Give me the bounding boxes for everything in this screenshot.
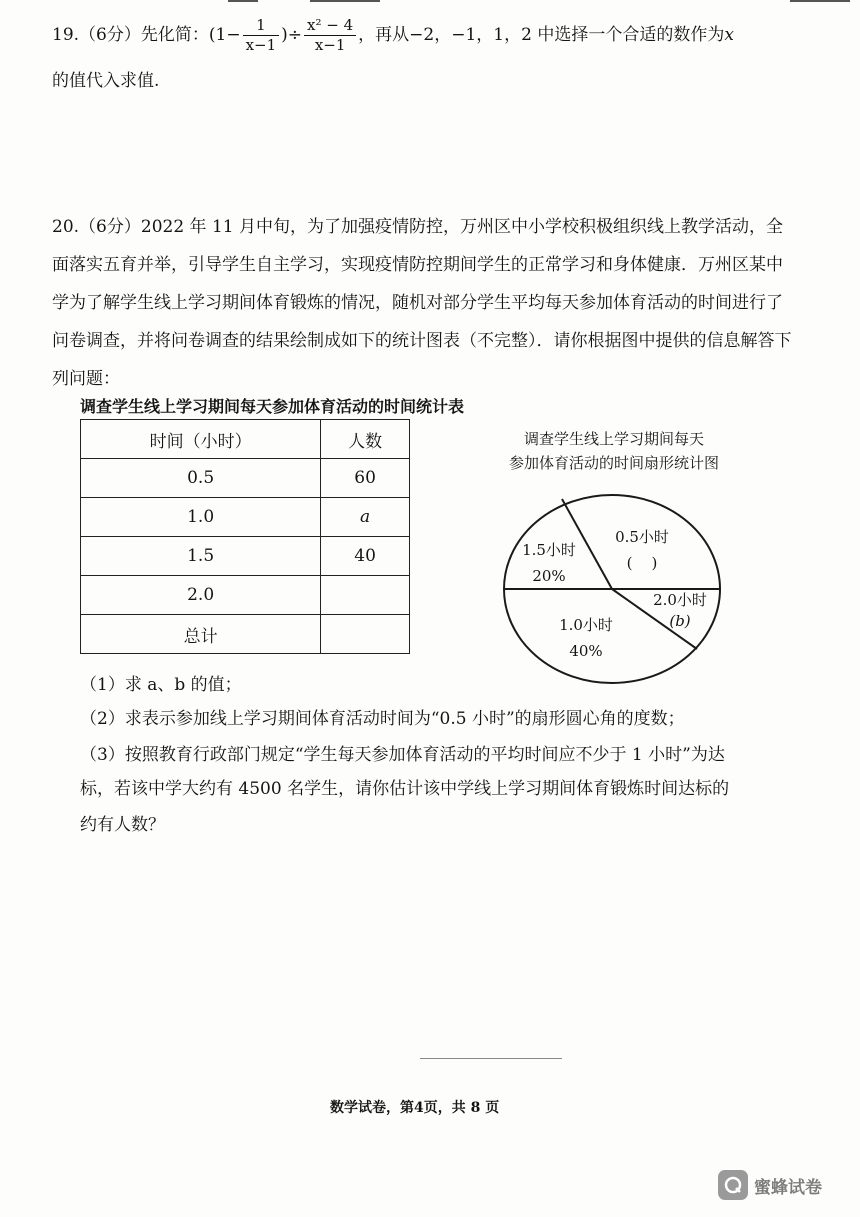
pie-label-0-5h-name: 0.5小时 [615, 528, 669, 546]
table-cell-count: a [321, 498, 410, 537]
q19-number: 19. [52, 25, 80, 45]
question-19 [52, 16, 734, 55]
table-row [81, 459, 410, 498]
watermark [718, 1170, 822, 1200]
question-20-intro [52, 208, 792, 398]
sub-question-3-line-1: （3）按照教育行政部门规定“学生每天参加体育活动的平均时间应不少于 1 小时”为达 [80, 745, 725, 765]
page-footer: 数学试卷，第4页，共 8 页 [330, 1100, 500, 1116]
q19-fraction-1 [243, 16, 280, 55]
table-title: 调查学生线上学习期间每天参加体育活动的时间统计表 [80, 397, 465, 416]
q19-score: （6分） [79, 25, 141, 45]
top-crop-mark-right [790, 0, 850, 8]
sub-question-3-line-3: 约有人数？ [80, 815, 165, 835]
watermark-logo-icon [718, 1170, 748, 1200]
pie-label-1-5h-name: 1.5小时 [522, 541, 576, 559]
table-cell-time: 1.5 [81, 537, 321, 576]
q19-expr-close: )÷ [281, 25, 303, 45]
sub-question-3-line-2: 标，若该中学大约有 4500 名学生，请你估计该中学线上学习期间体育锻炼时间达标的 [80, 779, 730, 799]
survey-table [80, 419, 410, 654]
q19-fraction-1-denominator: x−1 [245, 36, 277, 54]
q19-fraction-1-numerator: 1 [243, 16, 280, 36]
q20-number: 20. [52, 217, 80, 237]
table-cell-time: 2.0 [81, 576, 321, 615]
table-row [81, 576, 410, 615]
q19-fraction-2 [304, 16, 356, 55]
pie-label-1-0h-name: 1.0小时 [559, 616, 613, 634]
table-row [81, 615, 410, 654]
table-cell-time: 1.0 [81, 498, 321, 537]
pie-title-line-1: 调查学生线上学习期间每天 [523, 430, 704, 448]
footer-rule [420, 1058, 562, 1059]
pie-label-1-5h [514, 537, 584, 589]
table-cell-time: 总计 [81, 615, 321, 654]
table-header-time: 时间（小时） [81, 420, 321, 459]
table-header-row [81, 420, 410, 459]
sub-question-1: （1）求 a、b 的值； [80, 675, 242, 695]
pie-label-2-0h [642, 590, 718, 632]
watermark-text: 蜜蜂试卷 [754, 1177, 822, 1198]
pie-chart-title [484, 427, 744, 475]
pie-label-2-0h-name: 2.0小时 [653, 591, 707, 609]
top-crop-mark-left [228, 0, 258, 8]
pie-label-1-0h [546, 612, 626, 664]
q19-after-expression: ，再从−2，−1，1，2 中选择一个合适的数作为 [358, 25, 725, 45]
pie-title-line-2: 参加体育活动的时间扇形统计图 [508, 454, 719, 472]
table-cell-count [321, 576, 410, 615]
q19-lead: 先化简： [140, 25, 209, 45]
table-cell-count [321, 615, 410, 654]
q20-intro-text: 2022 年 11 月中旬，为了加强疫情防控，万州区中小学校积极组织线上教学活动，全面落实五育并举，引导学生自主学习，实现疫情防控期间学生的正常学习和身体健康．万州区某中学为了解学生线上学习期间体育锻炼的情况，随机对部分学生平均每天参加体育活动的时间进行了问卷调查，并将问卷调查的结果绘制成如下的统计图表（不完整）．请你根据图中提供的信息解答下列问题： [52, 217, 792, 389]
q19-expr-open: (1− [208, 25, 241, 45]
table-header-count: 人数 [321, 420, 410, 459]
pie-label-2-0h-percent: (b) [669, 612, 691, 630]
pie-label-0-5h-percent: ( ) [626, 554, 658, 572]
q19-line-2: 的值代入求值. [52, 71, 160, 91]
sub-question-2: （2）求表示参加线上学习期间体育活动时间为“0.5 小时”的扇形圆心角的度数； [80, 709, 685, 729]
table-cell-count: 40 [321, 537, 410, 576]
table-row [81, 537, 410, 576]
q19-fraction-2-numerator: x² − 4 [304, 16, 356, 36]
table-cell-count: 60 [321, 459, 410, 498]
q20-score: （6分） [79, 217, 141, 237]
table-cell-time: 0.5 [81, 459, 321, 498]
pie-label-1-5h-percent: 20% [532, 567, 566, 585]
q19-fraction-2-denominator: x−1 [314, 36, 346, 54]
q19-variable-x: x [724, 25, 734, 45]
top-crop-mark-mid [310, 0, 380, 8]
pie-label-1-0h-percent: 40% [569, 642, 603, 660]
table-row [81, 498, 410, 537]
pie-label-0-5h [600, 524, 684, 576]
